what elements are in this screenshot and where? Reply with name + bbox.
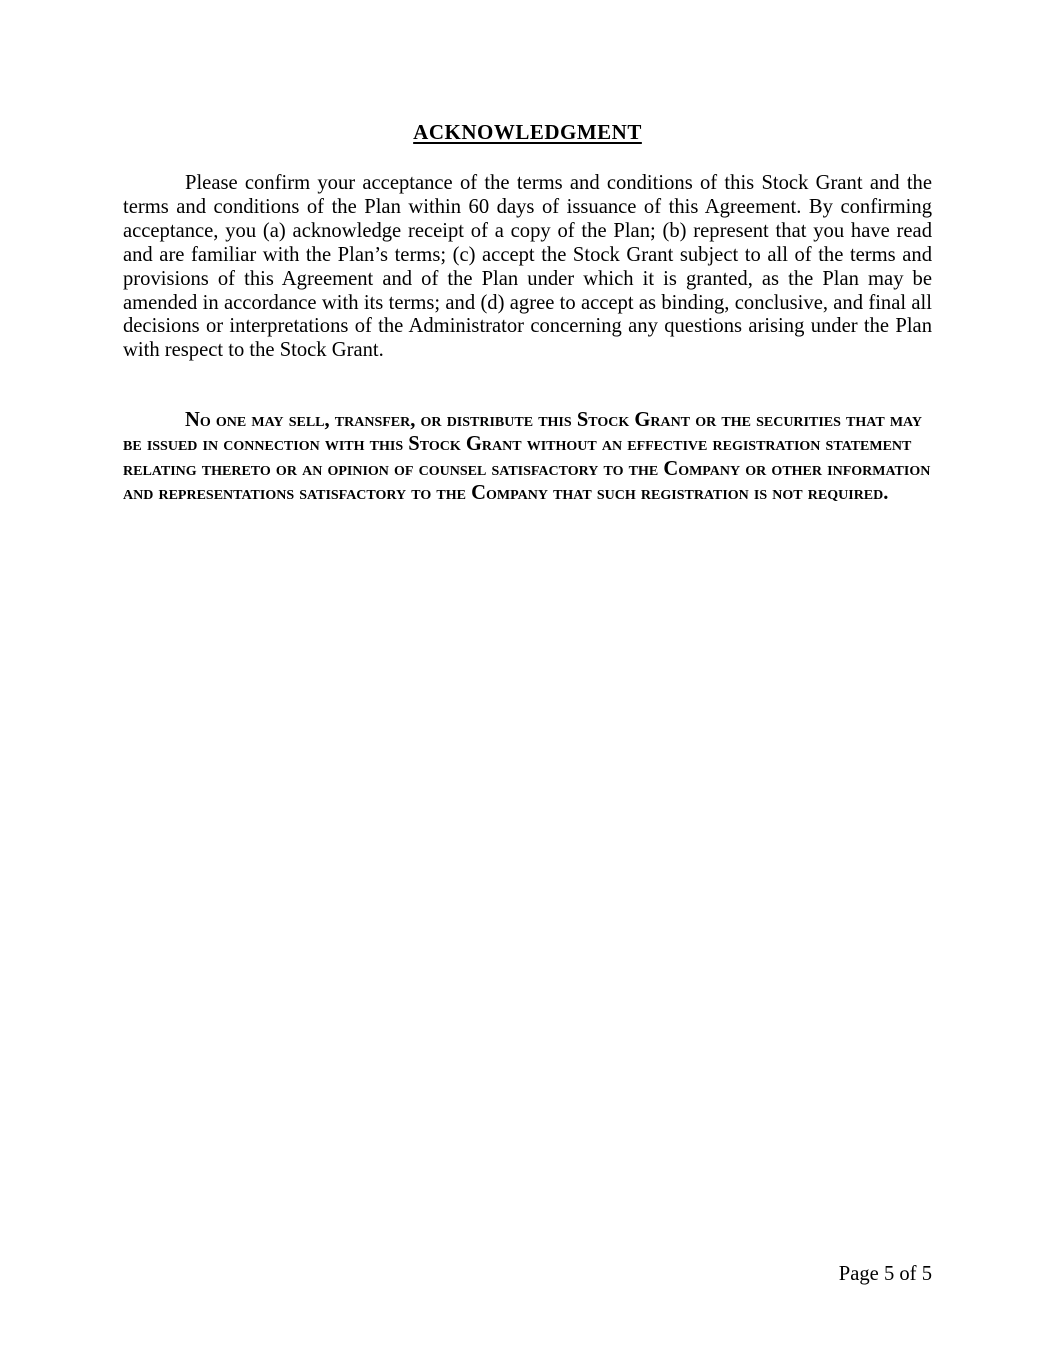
acknowledgment-paragraph: Please confirm your acceptance of the terms and conditions of this Stock Grant and the terms and conditions of the Plan within 60 days of issuance of this Agreement. By confirming acceptance, you (a) acknowledge receipt of a copy of the Plan; (b) represent that you have read and are familiar with the Plan’s terms; (c) accept the Stock Grant subject to all of the terms and provisions of this Agreement and of the Plan under which it is granted, as the Plan may be amended in accordance with its terms; and (d) agree to accept as binding, conclusive, and final all decisions or interpretations of the Administrator concerning any questions arising under the Plan with respect to the Stock Grant. — [123, 172, 932, 362]
transfer-restriction-paragraph: No one may sell, transfer, or distribute this Stock Grant or the securities that may be issued in connection with this Stock Grant without an effective registration statement relating thereto or an opinion of counsel satisfactory to the Company or other information and representations satisfactory to the Company that such registration is not required. — [123, 409, 931, 505]
page-number: Page 5 of 5 — [838, 1263, 932, 1285]
acknowledgment-heading: ACKNOWLEDGMENT — [413, 120, 642, 144]
